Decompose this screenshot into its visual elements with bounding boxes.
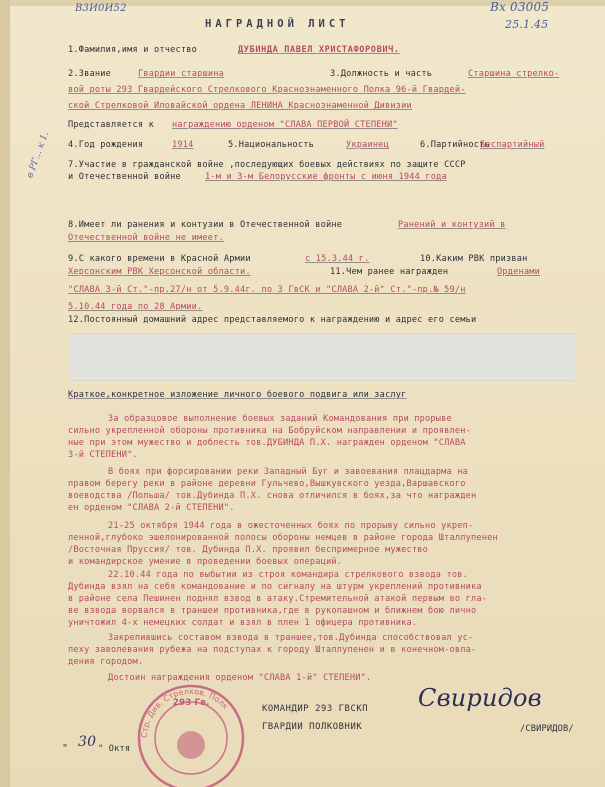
redacted-address-block bbox=[70, 333, 575, 381]
summary-line: правом берегу реки в районе деревни Гульчево,Вышкувского уезда,Варшавского bbox=[68, 479, 466, 489]
summary-line: дения городом. bbox=[68, 657, 144, 667]
nationality-value: Украинец bbox=[346, 140, 389, 150]
presented-value: награждению орденом "СЛАВА ПЕРВОЙ СТЕПЕНИ" bbox=[172, 120, 398, 130]
position-value-2: вой роты 293 Гвардейского Стрелкового Краснознаменного Полка 96-й Гвардей- bbox=[68, 85, 466, 95]
participation-label-2: и Отечественной войне bbox=[68, 172, 181, 182]
name-label: 1.Фамилия,имя и отчество bbox=[68, 45, 197, 55]
prev-awards-value-3: 5.10.44 года по 28 Армии. bbox=[68, 302, 203, 312]
name-value: ДУБИНДА ПАВЕЛ ХРИСТАФОРОВИЧ. bbox=[238, 45, 400, 55]
rank-value: Гвардии старшина bbox=[138, 69, 224, 79]
prev-awards-label: 11.Чем ранее награжден bbox=[330, 267, 449, 277]
page-title: НАГРАДНОЙ ЛИСТ bbox=[205, 18, 350, 30]
party-value: Беспартийный bbox=[480, 140, 545, 150]
summary-line: /Восточная Пруссия/ тов. Дубинда П.Х. проявил беспримерное мужество bbox=[68, 545, 429, 555]
date-month: " Октя bbox=[98, 744, 131, 754]
summary-line: 21-25 октября 1944 года в ожесточенных боях по прорыву сильно укреп- bbox=[108, 521, 474, 531]
participation-label-1: 7.Участие в гражданской войне ,последующих боевых действиях по защите СССР bbox=[68, 160, 466, 170]
summary-line: в районе села Пешинен поднял взвод в атаку.Стремительной атакой первым во гла- bbox=[68, 594, 488, 604]
summary-line: ен орденом "СЛАВА 2-й СТЕПЕНИ". bbox=[68, 503, 235, 513]
commander-signature: Свиридов bbox=[418, 684, 542, 712]
date-open-quote: " bbox=[62, 743, 69, 754]
summary-line: пеху заволевания рубежа на подступах к городу Шталлупенен и в конечном-овла- bbox=[68, 645, 477, 655]
position-value-3: ской Стрелковой Иловайской ордена ЛЕНИНА Краснознаменной Дивизии bbox=[68, 101, 412, 111]
summary-line: За образцовое выполнение боевых заданий Командования при прорыве bbox=[108, 414, 452, 424]
summary-heading: Краткое,конкретное изложение личного боевого подвига или заслуг bbox=[68, 390, 407, 400]
address-label: 12.Постоянный домашний адрес представляемого к награждению и адрес его семьи bbox=[68, 315, 477, 325]
wounds-label: 8.Имеет ли ранения и контузии в Отечественной войне bbox=[68, 220, 343, 230]
stamp-number: 293 Гв. bbox=[172, 698, 210, 708]
party-label: 6.Партийность bbox=[420, 140, 490, 150]
prev-awards-value-2: "СЛАВА 3-й Ст."-пр.27/н от 5.9.44г. по 3 ГвСК и "СЛАВА 2-й" Ст."-пр.№ 59/н bbox=[68, 285, 466, 295]
commander-line-2: ГВАРДИИ ПОЛКОВНИК bbox=[262, 722, 363, 732]
since-value: с 15.3.44 г. bbox=[305, 254, 370, 264]
presented-label: Представляется к bbox=[68, 120, 154, 130]
margin-handwritten-note: в РГ... к 1. bbox=[25, 130, 52, 180]
summary-line: ные при этом мужество и доблесть тов.ДУБИНДА П.Х. награжден орденом "СЛАВА bbox=[68, 438, 466, 448]
date-day: 30 bbox=[78, 734, 97, 750]
stamp-ring-text: Стр. Див. Стрелков. Полк bbox=[139, 686, 231, 739]
summary-line: воеводства /Польша/ тов.Дубинда П.Х. снова отличился в боях,за что награжден bbox=[68, 491, 477, 501]
since-label: 9.С какого времени в Красной Армии bbox=[68, 254, 251, 264]
summary-line: В боях при форсировании реки Западный Буг и завоевания плацдарма на bbox=[108, 467, 469, 477]
prev-awards-value-1: Орденами bbox=[497, 267, 540, 277]
wounds-value-2: Отечественной войне не имеет. bbox=[68, 233, 224, 243]
scan-edge-left bbox=[0, 0, 10, 787]
rank-label: 2.Звание bbox=[68, 69, 111, 79]
summary-line: сильно укрепленной обороны противника на Бобруйском направлении и проявлен- bbox=[68, 426, 472, 436]
summary-line: ленной,глубоко эшелонированной полосы обороны немцев в районе города Шталлупенен bbox=[68, 533, 498, 543]
rvk-label: 10.Каким РВК призван bbox=[420, 254, 528, 264]
summary-line: уничтожил 4-х немецких солдат и взял в плен 1 офицера противника. bbox=[68, 618, 418, 628]
archive-number: В3И0И52 bbox=[75, 3, 127, 14]
nationality-label: 5.Национальность bbox=[228, 140, 314, 150]
summary-line: Дубинда взял на себя командование и по сигналу на штурм укреплений противника bbox=[68, 582, 482, 592]
summary-line: 3-й СТЕПЕНИ". bbox=[68, 450, 138, 460]
archive-stamp: Вх 03005 bbox=[490, 0, 550, 14]
birth-value: 1914 bbox=[172, 140, 194, 150]
commander-name: /СВИРИДОВ/ bbox=[520, 724, 574, 734]
summary-line: Закрепившись составом взвода в траншее,тов.Дубинда способствовал ус- bbox=[108, 633, 474, 643]
summary-line: Достоин награждения орденом "СЛАВА 1-й" СТЕПЕНИ". bbox=[108, 673, 372, 683]
wounds-value-1: Ранений и контузий в bbox=[398, 220, 506, 230]
position-value-1: Старшина стрелко- bbox=[468, 69, 560, 79]
rvk-value: Херсонским РВК Херсонской области. bbox=[68, 267, 251, 277]
archive-date: 25.1.45 bbox=[505, 18, 549, 31]
summary-line: ве взвода ворвался в траншеи противника,где в рукопашном и ближнем бою лично bbox=[68, 606, 477, 616]
round-seal-stamp bbox=[132, 683, 250, 787]
position-label: 3.Должность и часть bbox=[330, 69, 433, 79]
summary-line: и командирское умение в проведении боевых операций. bbox=[68, 557, 343, 567]
birth-label: 4.Год рождения bbox=[68, 140, 144, 150]
summary-line: 22.10.44 года по выбытии из строя командира стрелкового взвода тов. bbox=[108, 570, 469, 580]
commander-line-1: КОМАНДИР 293 ГВСКП bbox=[262, 704, 369, 714]
participation-value: 1-м и 3-м Белорусские фронты с июня 1944 года bbox=[205, 172, 447, 182]
